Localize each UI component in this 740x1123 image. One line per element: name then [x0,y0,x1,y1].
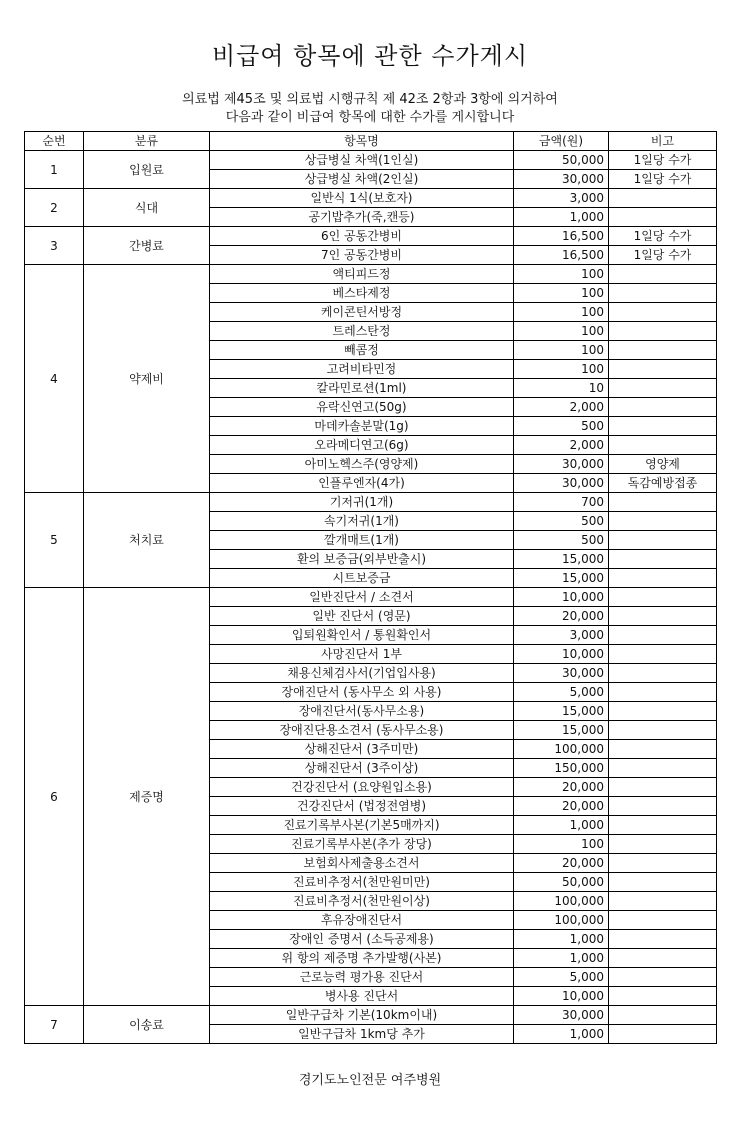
item-note: 1일당 수가 [609,151,717,170]
item-note [609,987,717,1006]
item-name: 장애진단용소견서 (동사무소용) [210,721,514,740]
item-note [609,968,717,987]
item-name: 환의 보증금(외부반출시) [210,550,514,569]
item-name: 진료기록부사본(기본5매까지) [210,816,514,835]
item-name: 트레스탄정 [210,322,514,341]
item-amount: 100 [514,322,609,341]
item-amount: 50,000 [514,873,609,892]
item-note: 1일당 수가 [609,246,717,265]
item-note [609,493,717,512]
notice-line: 다음과 같이 비급여 항목에 대한 수가를 게시합니다 [225,110,515,125]
item-note [609,379,717,398]
item-note [609,664,717,683]
item-note [609,284,717,303]
item-amount: 30,000 [514,455,609,474]
item-amount: 10,000 [514,645,609,664]
item-name: 시트보증금 [210,569,514,588]
item-amount: 1,000 [514,1025,609,1044]
item-amount: 15,000 [514,702,609,721]
hospital-name: 경기도노인전문 여주병원 [298,1073,442,1088]
item-name: 인플루엔자(4가) [210,474,514,493]
group-number: 7 [25,1006,84,1044]
group-number: 5 [25,493,84,588]
item-name: 일반 진단서 (영문) [210,607,514,626]
item-amount: 100 [514,835,609,854]
item-amount: 3,000 [514,626,609,645]
item-name: 유락신연고(50g) [210,398,514,417]
item-note [609,607,717,626]
item-name: 장애진단서 (동사무소 외 사용) [210,683,514,702]
item-name: 진료비추정서(천만원미만) [210,873,514,892]
item-note [609,303,717,322]
table-row [25,1006,717,1025]
item-name: 액티피드정 [210,265,514,284]
item-name: 근로능력 평가용 진단서 [210,968,514,987]
item-note [609,436,717,455]
item-name: 빼콤정 [210,341,514,360]
item-name: 기저귀(1개) [210,493,514,512]
item-amount: 30,000 [514,474,609,493]
item-name: 진료비추정서(천만원이상) [210,892,514,911]
page-title: 비급여 항목에 관한 수가게시 [211,42,529,70]
item-name: 병사용 진단서 [210,987,514,1006]
item-amount: 100 [514,284,609,303]
fee-table [24,131,717,1044]
item-note: 독감예방접종 [609,474,717,493]
header-category: 분류 [84,132,210,151]
item-name: 일반진단서 / 소견서 [210,588,514,607]
fee-table-header [25,132,717,151]
group-number: 4 [25,265,84,493]
item-amount: 30,000 [514,664,609,683]
item-amount: 5,000 [514,683,609,702]
item-name: 진료기록부사본(추가 장당) [210,835,514,854]
table-row [25,227,717,246]
item-name: 아미노헥스주(영양제) [210,455,514,474]
item-note [609,949,717,968]
item-amount: 500 [514,512,609,531]
item-note [609,417,717,436]
table-row [25,588,717,607]
item-note [609,550,717,569]
item-amount: 20,000 [514,854,609,873]
item-note [609,322,717,341]
item-note [609,835,717,854]
table-row [25,189,717,208]
item-amount: 10,000 [514,987,609,1006]
item-note [609,626,717,645]
item-name: 공기밥추가(죽,캔등) [210,208,514,227]
item-note [609,645,717,664]
group-category: 간병료 [84,227,210,265]
item-name: 케이콘틴서방정 [210,303,514,322]
group-category: 처치료 [84,493,210,588]
item-note [609,531,717,550]
item-note [609,911,717,930]
item-amount: 16,500 [514,227,609,246]
item-name: 오라메디연고(6g) [210,436,514,455]
item-name: 마데카솔분말(1g) [210,417,514,436]
item-name: 6인 공동간병비 [210,227,514,246]
item-name: 장애진단서(동사무소용) [210,702,514,721]
item-amount: 1,000 [514,208,609,227]
item-name: 후유장애진단서 [210,911,514,930]
header-row [25,132,717,151]
header-item: 항목명 [210,132,514,151]
item-name: 일반구급차 기본(10km이내) [210,1006,514,1025]
item-amount: 30,000 [514,1006,609,1025]
item-note: 1일당 수가 [609,227,717,246]
item-name: 상해진단서 (3주이상) [210,759,514,778]
item-note [609,930,717,949]
item-amount: 50,000 [514,151,609,170]
header-no: 순번 [25,132,84,151]
item-name: 사망진단서 1부 [210,645,514,664]
item-amount: 5,000 [514,968,609,987]
item-name: 일반구급차 1km당 추가 [210,1025,514,1044]
item-name: 베스타제정 [210,284,514,303]
item-amount: 15,000 [514,550,609,569]
item-note [609,588,717,607]
item-amount: 100,000 [514,740,609,759]
header-note: 비고 [609,132,717,151]
item-amount: 15,000 [514,569,609,588]
item-note [609,721,717,740]
item-note [609,683,717,702]
item-amount: 16,500 [514,246,609,265]
item-note [609,341,717,360]
item-name: 입퇴원확인서 / 통원확인서 [210,626,514,645]
item-name: 일반식 1식(보호자) [210,189,514,208]
item-amount: 10,000 [514,588,609,607]
group-category: 약제비 [84,265,210,493]
item-name: 상급병실 차액(1인실) [210,151,514,170]
item-note [609,892,717,911]
item-amount: 2,000 [514,398,609,417]
item-note [609,265,717,284]
item-note [609,816,717,835]
table-row [25,151,717,170]
item-note [609,1006,717,1025]
group-category: 이송료 [84,1006,210,1044]
item-note [609,189,717,208]
item-note: 1일당 수가 [609,170,717,189]
item-note [609,512,717,531]
item-amount: 100 [514,341,609,360]
item-name: 보험회사제출용소견서 [210,854,514,873]
item-note [609,569,717,588]
item-amount: 20,000 [514,797,609,816]
item-amount: 1,000 [514,816,609,835]
item-name: 건강진단서 (법정전염병) [210,797,514,816]
item-amount: 15,000 [514,721,609,740]
item-name: 상해진단서 (3주미만) [210,740,514,759]
item-name: 속기저귀(1개) [210,512,514,531]
item-amount: 100 [514,303,609,322]
group-category: 식대 [84,189,210,227]
item-name: 장애인 증명서 (소득공제용) [210,930,514,949]
item-amount: 1,000 [514,949,609,968]
group-category: 입원료 [84,151,210,189]
item-note [609,208,717,227]
item-name: 고려비타민정 [210,360,514,379]
item-amount: 3,000 [514,189,609,208]
item-amount: 20,000 [514,607,609,626]
item-amount: 500 [514,417,609,436]
item-note [609,797,717,816]
item-amount: 700 [514,493,609,512]
item-amount: 2,000 [514,436,609,455]
item-note [609,873,717,892]
item-name: 깔개매트(1개) [210,531,514,550]
item-amount: 30,000 [514,170,609,189]
item-amount: 100 [514,265,609,284]
item-amount: 20,000 [514,778,609,797]
group-number: 1 [25,151,84,189]
item-note [609,1025,717,1044]
item-name: 채용신체검사서(기업입사용) [210,664,514,683]
legal-basis-line: 의료법 제45조 및 의료법 시행규칙 제 42조 2항과 3항에 의거하여 [182,92,558,107]
item-amount: 100 [514,360,609,379]
fee-table-body [25,151,717,1044]
item-note [609,702,717,721]
item-amount: 500 [514,531,609,550]
item-amount: 100,000 [514,911,609,930]
item-name: 건강진단서 (요양원입소용) [210,778,514,797]
group-category: 제증명 [84,588,210,1006]
table-row [25,493,717,512]
item-name: 칼라민로션(1ml) [210,379,514,398]
item-note [609,778,717,797]
table-row [25,265,717,284]
item-amount: 1,000 [514,930,609,949]
item-amount: 10 [514,379,609,398]
item-name: 상급병실 차액(2인실) [210,170,514,189]
item-note [609,398,717,417]
item-name: 7인 공동간병비 [210,246,514,265]
group-number: 3 [25,227,84,265]
item-note [609,740,717,759]
item-amount: 150,000 [514,759,609,778]
item-note [609,854,717,873]
group-number: 6 [25,588,84,1006]
item-note [609,759,717,778]
item-name: 위 항의 제증명 추가발행(사본) [210,949,514,968]
group-number: 2 [25,189,84,227]
item-note [609,360,717,379]
item-note: 영양제 [609,455,717,474]
header-amount: 금액(원) [514,132,609,151]
item-amount: 100,000 [514,892,609,911]
